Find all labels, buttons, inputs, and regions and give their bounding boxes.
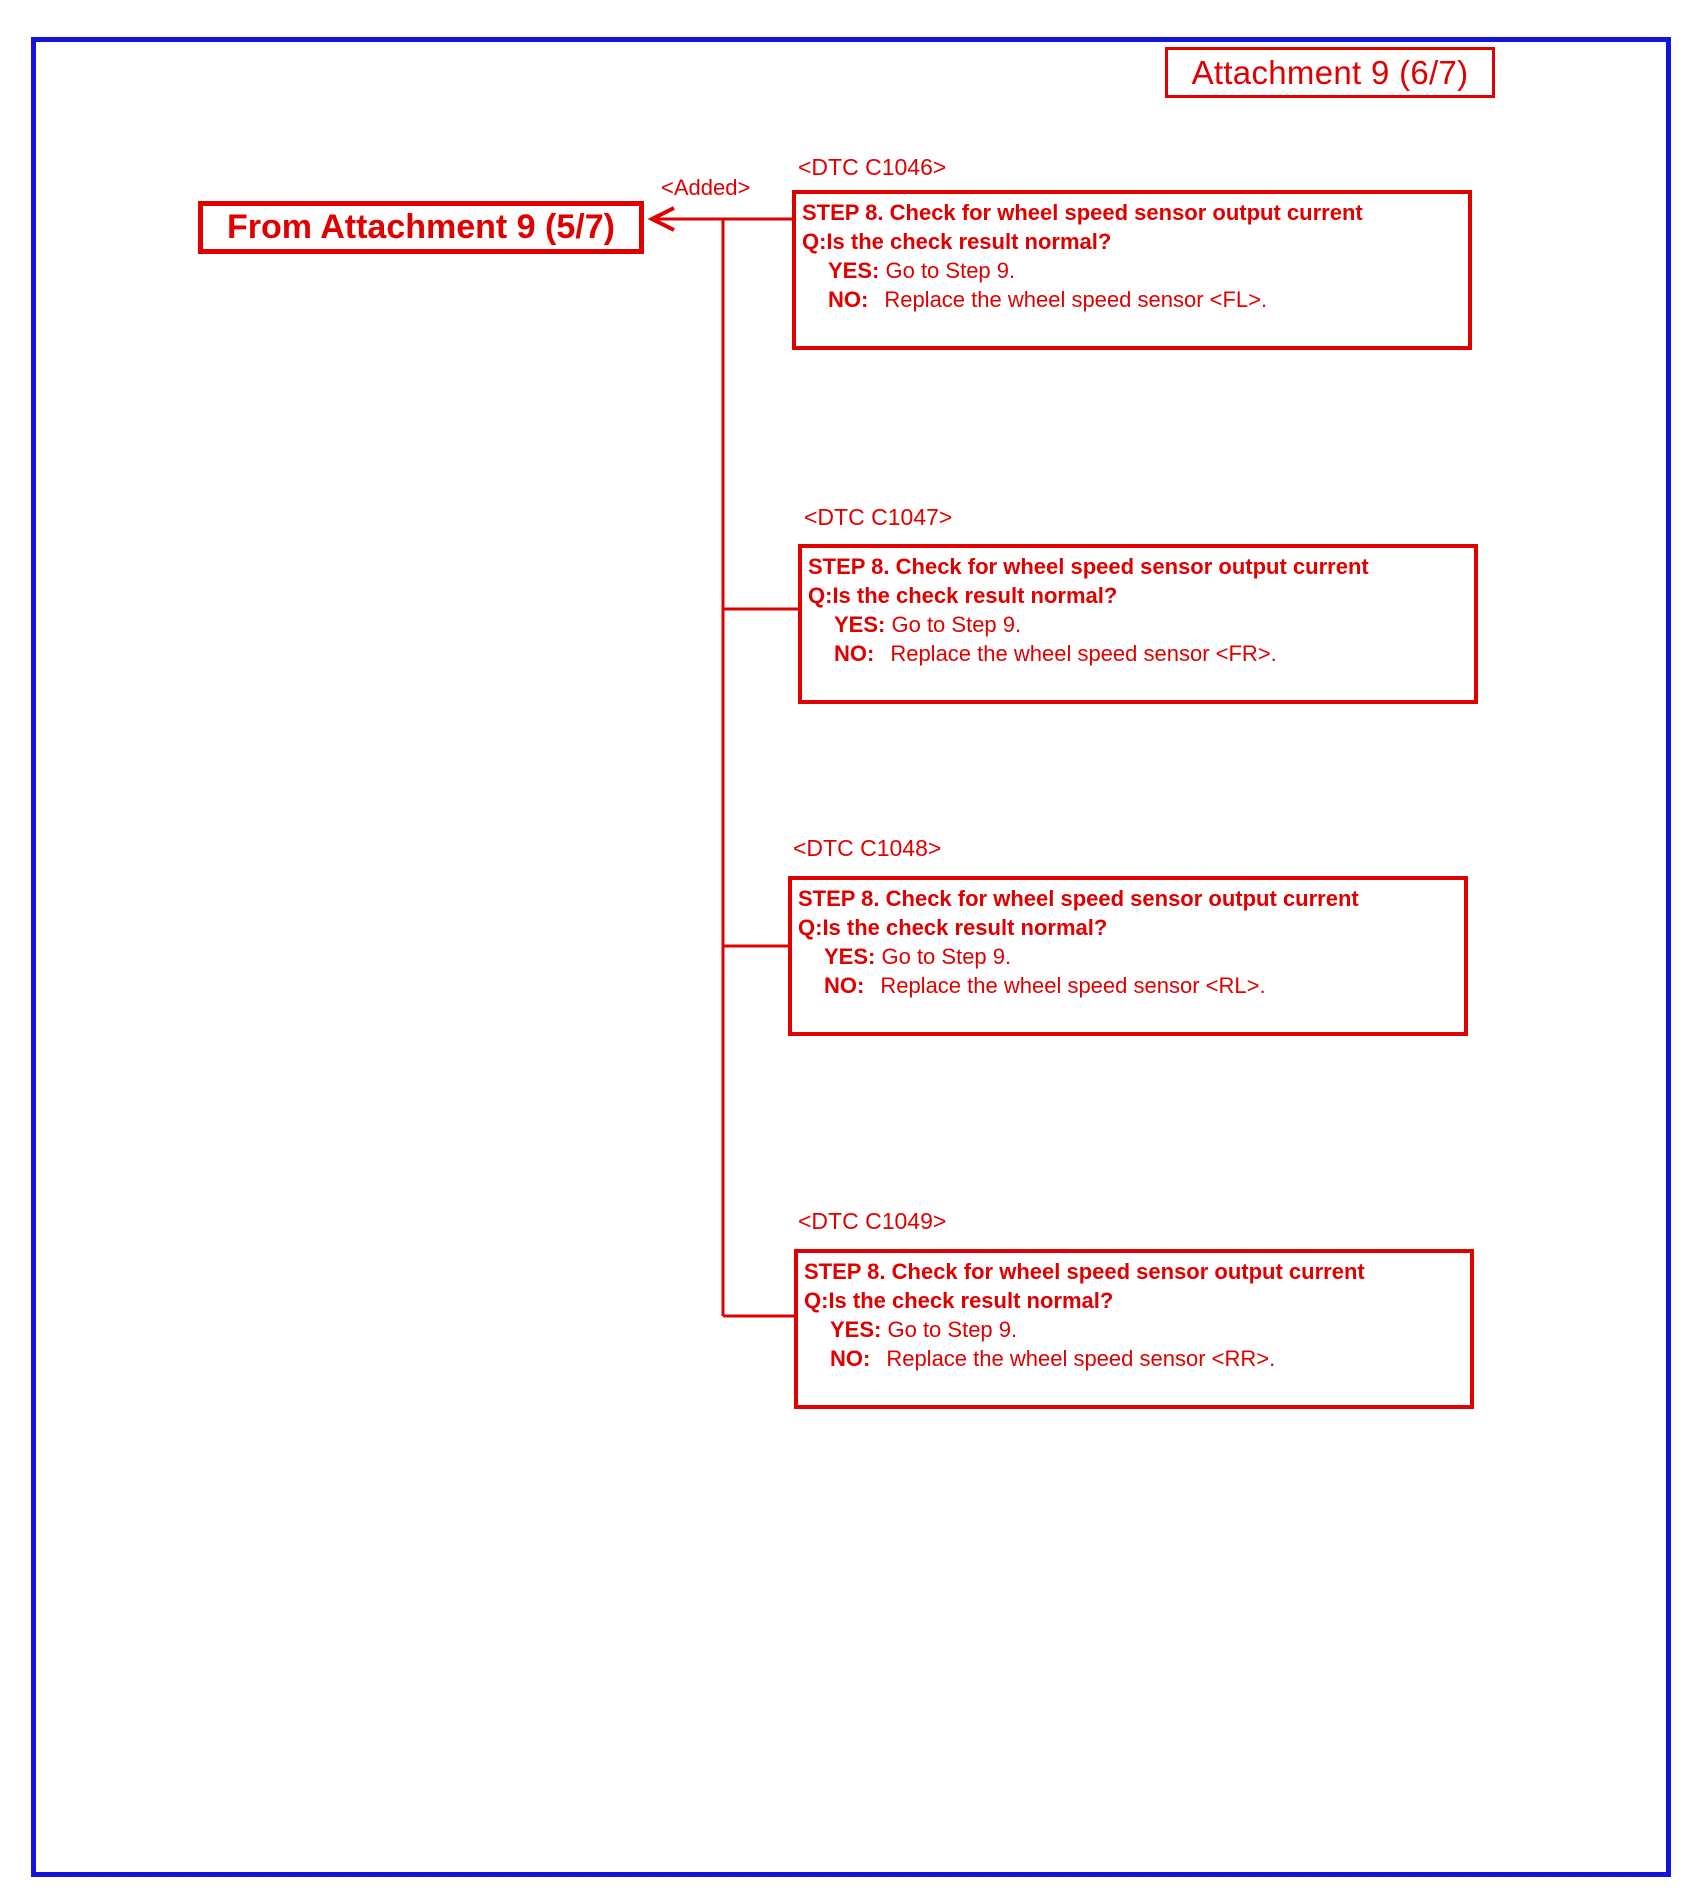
dtc-label: <DTC C1046> <box>798 154 947 180</box>
no-label: NO: <box>828 287 869 312</box>
step-question: Q:Is the check result normal? <box>804 1288 1114 1313</box>
no-label: NO: <box>824 973 865 998</box>
no-row <box>798 971 1464 1000</box>
yes-text: Go to Step 9. <box>891 612 1022 637</box>
no-row <box>802 285 1468 314</box>
attachment-label: Attachment 9 (6/7) <box>1165 47 1495 98</box>
no-text: Replace the wheel speed sensor <RL>. <box>880 973 1266 998</box>
step-question: Q:Is the check result normal? <box>802 229 1112 254</box>
yes-row <box>804 1315 1470 1344</box>
step-box <box>794 1249 1474 1409</box>
step-title: STEP 8. Check for wheel speed sensor output current <box>804 1259 1365 1284</box>
step-title: STEP 8. Check for wheel speed sensor output current <box>808 554 1369 579</box>
added-label: <Added> <box>661 175 751 200</box>
from-attachment-box: From Attachment 9 (5/7) <box>198 201 644 254</box>
yes-label: YES: <box>824 944 876 969</box>
yes-label: YES: <box>828 258 880 283</box>
no-text: Replace the wheel speed sensor <FL>. <box>884 287 1268 312</box>
yes-text: Go to Step 9. <box>881 944 1012 969</box>
no-text: Replace the wheel speed sensor <RR>. <box>886 1346 1276 1371</box>
dtc-label: <DTC C1048> <box>793 835 942 861</box>
yes-row <box>808 610 1474 639</box>
dtc-label: <DTC C1047> <box>804 504 953 530</box>
step-box <box>792 190 1472 350</box>
step-question: Q:Is the check result normal? <box>808 583 1118 608</box>
no-row <box>804 1344 1470 1373</box>
yes-label: YES: <box>830 1317 882 1342</box>
yes-row <box>798 942 1464 971</box>
step-title: STEP 8. Check for wheel speed sensor output current <box>798 886 1359 911</box>
step-box <box>798 544 1478 704</box>
step-title: STEP 8. Check for wheel speed sensor output current <box>802 200 1363 225</box>
yes-text: Go to Step 9. <box>885 258 1016 283</box>
yes-label: YES: <box>834 612 886 637</box>
no-label: NO: <box>834 641 875 666</box>
no-text: Replace the wheel speed sensor <FR>. <box>890 641 1277 666</box>
step-box <box>788 876 1468 1036</box>
no-label: NO: <box>830 1346 871 1371</box>
yes-row <box>802 256 1468 285</box>
no-row <box>808 639 1474 668</box>
dtc-label: <DTC C1049> <box>798 1208 947 1234</box>
step-question: Q:Is the check result normal? <box>798 915 1108 940</box>
yes-text: Go to Step 9. <box>887 1317 1018 1342</box>
